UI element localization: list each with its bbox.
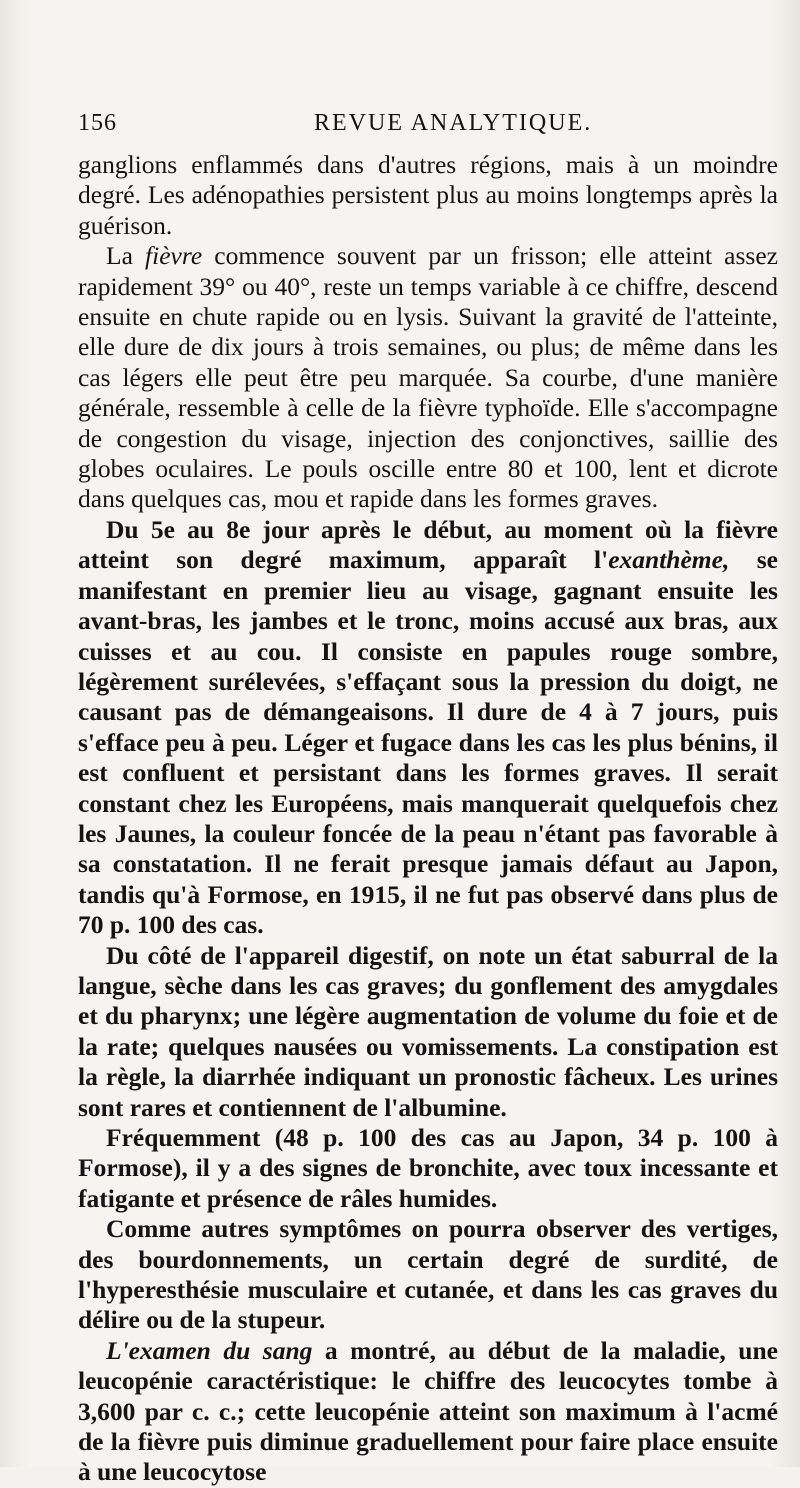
paragraph-fievre: La fièvre commence souvent par un frisson; elle atteint assez rapidement 39° ou 40°, reste un temps variable à ce chiffre, descend ensuite en chute rapide ou en lysis. Suivant la gravité de l'atteinte, elle dure de dix jours à trois semaines, ou plus; de même dans les cas légers elle peut être peu marquée. Sa courbe, d'une manière générale, ressemble à celle de la fièvre typhoïde. Elle s'accompagne de congestion du visage, injection des conjonctives, saillie des globes oculaires. Le pouls oscille entre 80 et 100, lent et dicrote dans quelques cas, mou et rapide dans les formes graves. <box>78 241 778 514</box>
paragraph-ganglions: ganglions enflammés dans d'autres régions, mais à un moindre degré. Les adénopathies persistent plus au moins longtemps après la guérison. <box>78 150 778 240</box>
paragraph-exantheme: Du 5e au 8e jour après le début, au moment où la fièvre atteint son degré maximum, apparaît l'exanthème, se manifestant en premier lieu au visage, gagnant ensuite les avant-bras, les jambes et le tronc, moins accusé aux bras, aux cuisses et au cou. Il consiste en papules rouge sombre, légèrement surélevées, s'effaçant sous la pression du doigt, ne causant pas de démangeaisons. Il dure de 4 à 7 jours, puis s'efface peu à peu. Léger et fugace dans les cas les plus bénins, il est confluent et persistant dans les formes graves. Il serait constant chez les Européens, mais manquerait quelquefois chez les Jaunes, la couleur foncée de la peau n'étant pas favorable à sa constatation. Il ne ferait presque jamais défaut au Japon, tandis qu'à Formose, en 1915, il ne fut pas observé dans plus de 70 p. 100 des cas. <box>78 514 778 940</box>
running-head: REVUE ANALYTIQUE. <box>314 110 593 136</box>
page-header <box>78 110 760 146</box>
body-text <box>78 150 778 1488</box>
page-number: 156 <box>78 110 117 136</box>
emphasis-exantheme: exanthème, <box>608 545 730 575</box>
paragraph-bronchite: Fréquemment (48 p. 100 des cas au Japon, 34 p. 100 à Formose), il y a des signes de bronchite, avec toux incessante et fatigante et présence de râles humides. <box>78 1123 778 1213</box>
paragraph-examen-sang: L'examen du sang a montré, au début de la maladie, une leucopénie caractéristique: le chiffre des leucocytes tombe à 3,600 par c. c.; cette leucopénie atteint son maximum à l'acmé de la fièvre puis diminue graduellement pour faire place ensuite à une leucocytose <box>78 1335 778 1487</box>
emphasis-examen-sang: L'examen du sang <box>106 1335 313 1365</box>
paragraph-appareil-digestif: Du côté de l'appareil digestif, on note un état saburral de la langue, sèche dans les cas graves; du gonflement des amygdales et du pharynx; une légère augmentation de volume du foie et de la rate; quelques nausées ou vomissements. La constipation est la règle, la diarrhée indiquant un pronostic fâcheux. Les urines sont rares et contiennent de l'albumine. <box>78 940 778 1122</box>
paragraph-autres-symptomes: Comme autres symptômes on pourra observer des vertiges, des bourdonnements, un certain degré de surdité, de l'hyperesthésie musculaire et cutanée, et dans les cas graves du délire ou de la stupeur. <box>78 1214 778 1335</box>
emphasis-fievre: fièvre <box>145 241 203 271</box>
